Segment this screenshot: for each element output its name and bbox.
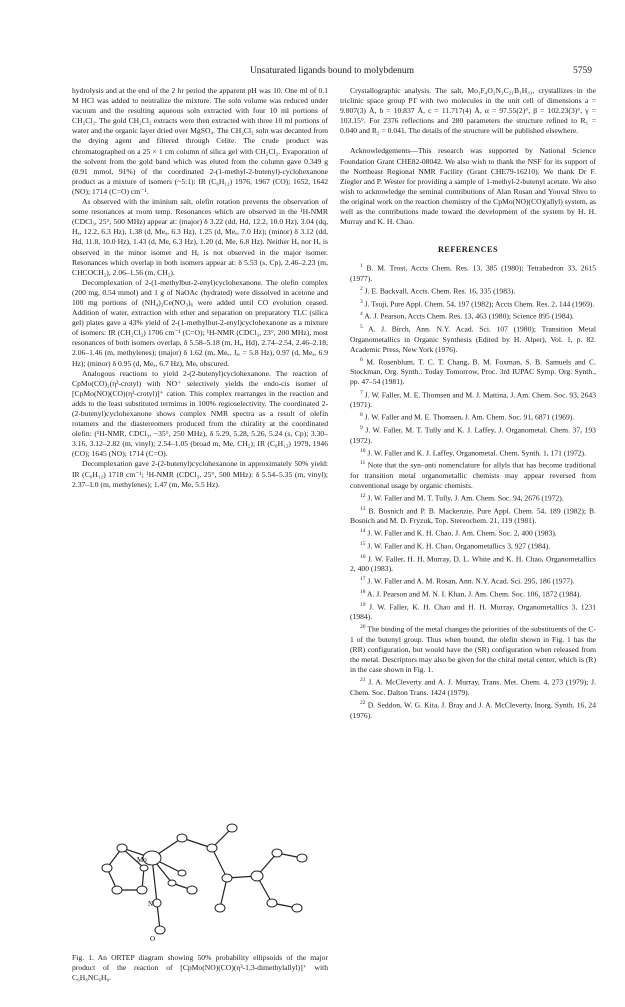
reference-text: The binding of the metal changes the priorities of the substituents of the C-1 of the butenyl group. Thus when bound, the olefin shown in Fig. 1 has the (RR) configuration, but would have the (SR) configuration when released from the metal. Descriptors may also be given for the chiral metal center, which is (R) in the case shown in Fig. 1. <box>350 624 596 675</box>
reference-number: 16 <box>360 553 366 560</box>
mo-label: Mo <box>137 856 147 864</box>
reference-number: 20 <box>360 624 366 631</box>
reference-item <box>340 526 596 539</box>
reference-number: 17 <box>360 576 366 583</box>
reference-text: D. Seddon, W. G. Kita, J. Bray and J. A. McCleverty, Inorg. Synth. 16, 24 (1976). <box>350 700 597 720</box>
reference-text: A. J. Birch, Ann. N.Y. Acad. Sci. 107 (1980); Transition Metal Organometallics in Organic Synthesis (Edited by H. Alper), Vol. 1, p. 82. Academic Press, New York (1976). <box>350 324 597 354</box>
reference-text: A. J. Pearson and M. N. I. Khan, J. Am. Chem. Soc. 106, 1872 (1984). <box>366 589 582 599</box>
body-paragraph: Decomplexation of 2-(1-methylbut-2-enyl)cyclohexanone. The olefin complex (200 mg, 0.54 mmol) and 1 g of NaOAc (hydrated) were dissolved in acetone and 100 mg portions of (NH₄)₂Ce(NO₃)₆ were added until CO evolution ceased. Addition of water, extraction with ether and separation on preparatory TLC (silica gel) plates gave a 43% yield of 2-(1-methylbut-2-enyl)cyclohexanone as a mixture of isomers: IR (CH₂Cl₂) 1706 cm⁻¹ (C=O); ¹H-NMR (CDCl₃, 23°, 200 MHz), most resonances of both isomers overlap, δ 5.58–5.18 (m, Hₑ, Hd), 2.74–2.54, 2.46–2.18, 2.06–1.46 (m, methylenes); (major) δ 1.62 (m, Meₑ, Jₐₑ = 5.8 Hz), 0.97 (d, Meₐ, 6.9 Hz); (minor) δ 0.95 (d, Meₐ, 6.7 Hz), Meₑ obscured. <box>72 277 328 368</box>
reference-item <box>340 423 596 446</box>
reference-item <box>340 552 596 575</box>
reference-text: M. Rosenblum, T. C. T. Chang, B. M. Foxman, S. B. Samuels and C. Stockman, Org. Synth.: Today Tomorrow, Proc. 3rd IUPAC Symp. Org. Synth., pp. 47–54 (1981). <box>350 357 596 387</box>
body-paragraph: hydrolysis and at the end of the 2 hr period the apparent pH was 10. One ml of 0.1 M HCl was added to neutralize the mixture. The soln volume was reduced under vacuum and the resulting aqueous soln extracted with four 10 ml portions of CH₂Cl₂. The gold CH₂Cl₂ extracts were then extracted with three 10 ml portions of water and the organic layer dried over MgSO₄. The CH₂Cl₂ soln was decanted from the drying agent and filtered through Celite. The crude product was chromatographed on a 25 × 1 cm column of silica gel with CH₂Cl₂. Evaporation of the solvent from the gold band which was eluted from the column gave 0.349 g (0.91 mmol, 91%) of the coordinated 2-(1-methyl-2-butenyl)-cyclohexanone product as a mixture of isomers (~5:1): IR (C₆H₁₂) 1976, 1967 (CO); 1652, 1642 (NO); 1714 (C=O) cm⁻¹. <box>72 86 328 196</box>
reference-item <box>340 504 596 527</box>
reference-text: J. W. Faller, K. H. Chao and H. H. Murray, Organometallics 3, 1231 (1984). <box>350 602 596 622</box>
reference-number: 3 <box>360 298 363 305</box>
running-title: Unsaturated ligands bound to molybdenum <box>249 66 415 76</box>
reference-text: J. W. Faller and M. E. Thomsen, J. Am. Chem. Soc. 91, 6871 (1969). <box>364 412 575 422</box>
references-heading: REFERENCES <box>437 245 499 255</box>
page-header <box>72 66 592 80</box>
acknowledgements-paragraph: Acknowledgements—This research was supported by National Science Foundation Grant CHE82-08042. We also wish to thank the NSF for its support of the Northeast Regional NMR Facility (Grant CHE79-16210). We thank Dr F. Ziegler and P. Wester for providing a sample of 1-methyl-2-butenyl acetate. We also wish to acknowledge the seminal contributions of Alan Rosan and Youval Shvo to the original work on the reaction chemistry of the CpMo(NO)(CO)(allyl) system, as well as the contributions made toward the development of the system by H. H. Murray and K. H. Chao. <box>340 146 596 227</box>
reference-text: A. J. Pearson, Accts Chem. Res. 13, 463 (1980); Science 895 (1984). <box>364 311 574 321</box>
references-list <box>340 261 596 720</box>
reference-text: J. W. Faller, H. H. Murray, D. L. White and K. H. Chao, Organometallics 2, 400 (1983). <box>350 554 596 574</box>
reference-number: 18 <box>360 588 366 595</box>
body-paragraph: Analogous reactions to yield 2-(2-butenyl)cyclohexanone. The reaction of CpMo(CO)₂(η³-crotyl) with NO⁺ selectively yields the endo-cis isomer of [CpMo(NO)(CO)(η³-crotyl)]⁺ cation. This complex rearranges in the reaction and adds to the least substituted terminus in 100% regioselectivity. The coordinated 2-(2-butenyl)cyclohexanone shows complex NMR spectra as a result of olefin rotamers and the diastereomers produced from the chirality at the coordinated olefin: (¹H-NMR, CDCl₃, −35°, 250 MHz), δ 5.29, 5.28, 5.26, 5.24 (s, Cp); 3.30–3.16, 3.12–2.82 (m, vinyl); 2.54–1.05 (broad m, Me, CH₂); IR (C₆H₁₂) 1979, 1946 (CO); 1645 (NO); 1714 (C=O). <box>72 368 328 459</box>
reference-item <box>340 600 596 623</box>
reference-item <box>340 261 596 284</box>
reference-item <box>340 675 596 698</box>
reference-number: 11 <box>360 460 366 467</box>
reference-text: B. M. Trost, Accts Chem. Res. 13, 385 (1980); Tetrahedron 33, 2615 (1977). <box>350 263 596 283</box>
reference-number: 5 <box>360 323 363 330</box>
reference-item <box>340 322 596 355</box>
reference-number: 22 <box>360 700 366 707</box>
reference-item <box>340 622 596 675</box>
reference-item <box>340 297 596 310</box>
reference-text: J. E. Backvall, Accts. Chem. Res. 16, 335 (1983). <box>364 286 516 296</box>
reference-item <box>340 410 596 423</box>
reference-text: J. A. McCleverty and A. J. Murray, Trans. Met. Chem. 4, 273 (1979); J. Chem. Soc. Dalton Trans. 1424 (1979). <box>350 677 596 697</box>
reference-text: J. W. Faller and A. M. Rosan, Ann. N.Y. Acad. Sci. 295, 186 (1977). <box>367 576 575 586</box>
reference-text: J. W. Faller and M. T. Tully, J. Am. Chem. Soc. 94, 2676 (1972). <box>367 493 564 503</box>
reference-item <box>340 587 596 600</box>
right-column <box>340 86 596 721</box>
reference-number: 4 <box>360 311 363 318</box>
figure-caption: Fig. 1. An ORTEP diagram showing 50% probability ellipsoids of the major product of the reaction of [CpMo(NO)(CO)(η³-1,3-dimethylallyl)]⁺ with C₆H₈NC₆H₉. <box>72 953 328 983</box>
left-column <box>72 86 328 490</box>
reference-text: J. W. Faller, M. E. Thomsen and M. J. Mattina, J. Am. Chem. Soc. 93, 2643 (1971). <box>350 390 596 410</box>
reference-number: 12 <box>360 493 366 500</box>
reference-item <box>340 309 596 322</box>
reference-text: Note that the syn–anti nomenclature for allyls that has become traditional for transition metal organometallic chemists may appear reversed from conventional usage by organic chemists. <box>350 460 596 490</box>
reference-text: J. Tsuji, Pure Appl. Chem. 54, 197 (1982); Accts Chem. Res. 2, 144 (1969). <box>364 299 595 309</box>
reference-text: J. W. Faller and K. J. Laffey, Organometal. Chem. Synth. 1, 171 (1972). <box>367 448 586 458</box>
reference-item <box>340 388 596 411</box>
reference-number: 19 <box>360 601 366 608</box>
reference-item <box>340 284 596 297</box>
reference-item <box>340 355 596 388</box>
ortep-figure <box>82 798 322 946</box>
reference-number: 13 <box>360 505 366 512</box>
reference-item <box>340 539 596 552</box>
n-label: N <box>148 900 154 908</box>
reference-number: 1 <box>360 263 363 270</box>
page-number: 5759 <box>573 66 592 76</box>
reference-number: 6 <box>360 356 363 363</box>
reference-item <box>340 574 596 587</box>
reference-number: 2 <box>360 286 363 293</box>
reference-number: 21 <box>360 677 366 684</box>
o-label: O <box>150 935 156 943</box>
reference-item <box>340 491 596 504</box>
body-paragraph: As observed with the iminium salt, olefin rotation prevents the observation of some resonances at room temp. Resonances which are observed in the ¹H-NMR (CDCl₃, 25°, 500 MHz) appear at: (major) δ 3.22 (dd, Hd, 12.2, 10.0 Hz), 3.04 (dq, Hₐ, 12.2, 6.3 Hz), 1.38 (d, Meₐ, 6.3 Hz), 1.25 (d, Meₑ, 7.0 Hz); (minor) δ 3.12 (dd, Hd, 11.8, 10.0 Hz), 1.43 (d, Me, 6.3 Hz), 1.20 (d, Me, 6.8 Hz). Neither Hₐ nor Hₑ is observed in the minor isomer and Hₑ is not observed in the major isomer. Resonances which overlap in both isomers appear at: δ 5.53 (s, Cp), 2.46–2.23 (m, CHCOCH₂), 2.06–1.56 (m, CH₂). <box>72 197 328 277</box>
reference-number: 7 <box>360 389 363 396</box>
crystallographic-paragraph: Crystallographic analysis. The salt, Mo₁F₄O₂N₂C₂₁B₁H₃₁, crystallizes in the triclinic space group P1̄ with two molecules in the unit cell of dimensions a = 9.807(3) Å, b = 10.837 Å, c = 11.717(4) Å, α = 97.55(2)°, β = 102.23(3)°, γ = 103.15°. For 2376 reflections and 280 parameters the structure refined to R₁ = 0.040 and R₂ = 0.041. The details of the structure will be published elsewhere. <box>340 86 596 136</box>
reference-item <box>340 698 596 721</box>
atom-ellipsoids <box>102 824 307 934</box>
reference-number: 10 <box>360 447 366 454</box>
body-paragraph: Decomplexation gave 2-(2-butenyl)cyclohexanone in approximately 50% yield: IR (C₆H₁₂) 1718 cm⁻¹; ¹H-NMR (CDCl₃, 25°, 500 MHz): δ 5.54–5.35 (m, vinyl); 2.37–1.0 (m, methylenes); 1.47 (m, Me, 5.5 Hz). <box>72 459 328 489</box>
reference-item <box>340 458 596 491</box>
reference-number: 8 <box>360 412 363 419</box>
reference-item <box>340 446 596 459</box>
reference-text: J. W. Faller and K. H. Chao, J. Am. Chem. Soc. 2, 400 (1983). <box>367 528 557 538</box>
reference-text: B. Bosnich and P. B. Mackenzie, Pure Appl. Chem. 54, 189 (1982); B. Bosnich and M. D. Fryzuk, Top. Stereochem. 21, 119 (1981). <box>350 506 596 526</box>
reference-text: J. W. Faller, M. T. Tully and K. J. Laffey, J. Organometal. Chem. 37, 193 (1972). <box>350 425 596 445</box>
reference-number: 9 <box>360 424 363 431</box>
reference-number: 14 <box>360 528 366 535</box>
reference-number: 15 <box>360 541 366 547</box>
reference-text: J. W. Faller and K. H. Chao, Organometallics 3, 927 (1984). <box>367 541 551 551</box>
bond-lines <box>107 828 302 930</box>
